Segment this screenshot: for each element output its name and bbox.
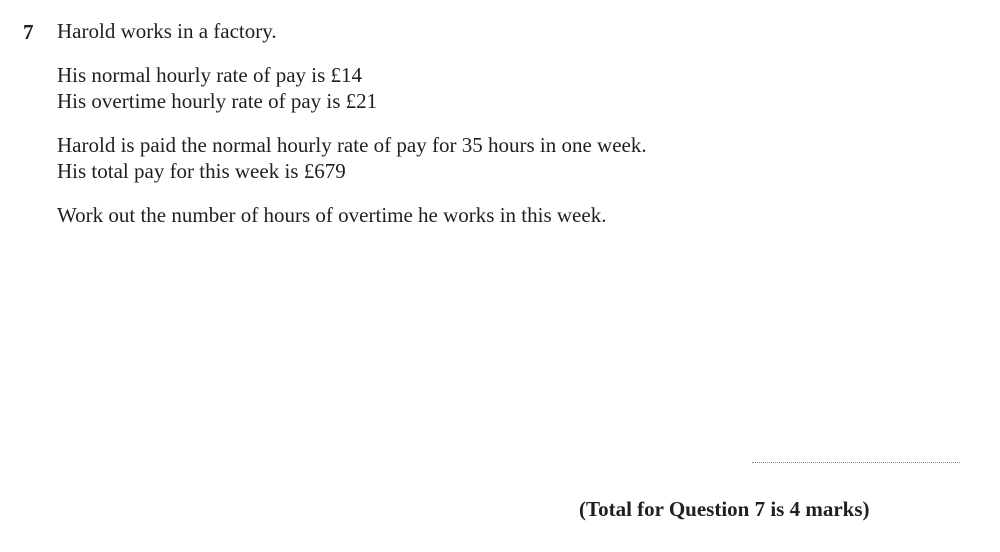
answer-line[interactable]	[752, 462, 960, 463]
question-text-line: Harold works in a factory.	[57, 19, 277, 43]
total-marks: (Total for Question 7 is 4 marks)	[579, 497, 870, 521]
question-text-line: His overtime hourly rate of pay is £21	[57, 89, 378, 113]
question-text-line: His total pay for this week is £679	[57, 159, 346, 183]
question-text-line: Work out the number of hours of overtime he works in this week.	[57, 203, 607, 227]
question-number: 7	[23, 20, 34, 44]
question-text-line: His normal hourly rate of pay is £14	[57, 63, 363, 87]
question-text-line: Harold is paid the normal hourly rate of pay for 35 hours in one week.	[57, 133, 647, 157]
